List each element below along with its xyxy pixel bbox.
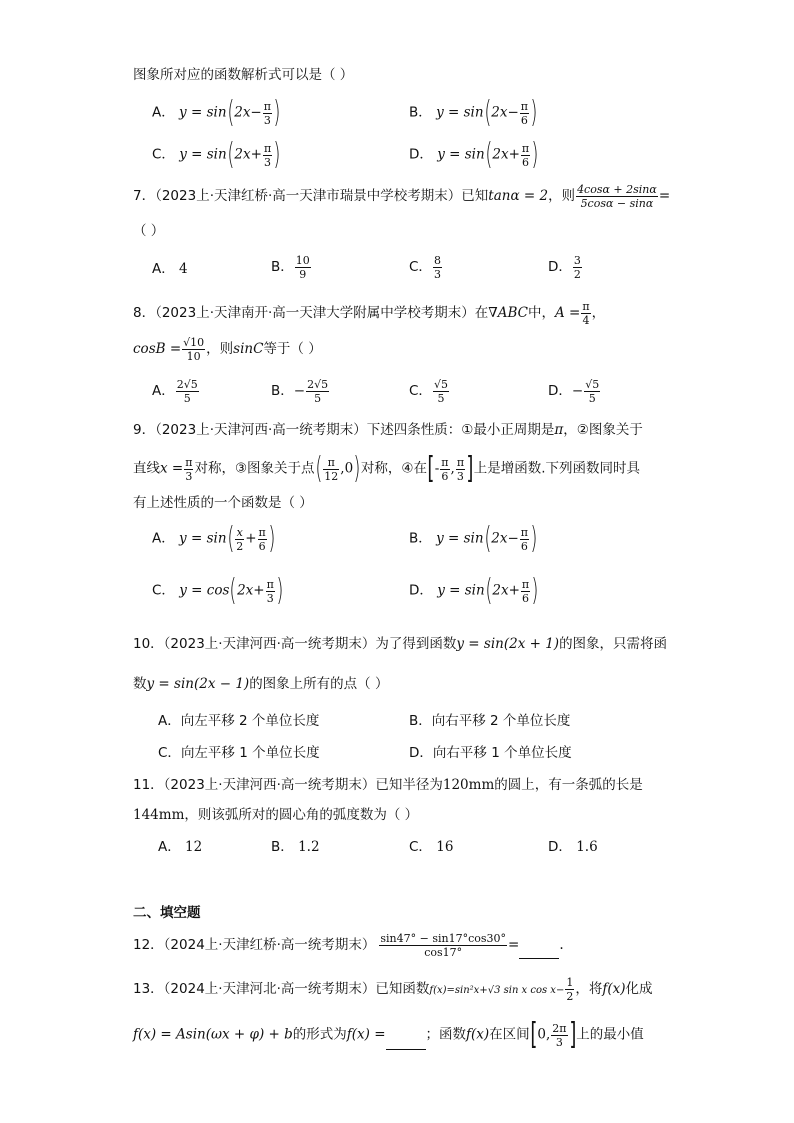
- q6-option-b[interactable]: B． y = sin(2x− $\frac{\pi}{6}$ ): [409, 95, 538, 130]
- q13-stem-line1: 13．（2024上·天津河北·高一统考期末）已知函数f(x)=sin²x+√3 sin x cos x− $\frac{1}{2}$ ，将f(x)化成: [133, 976, 653, 1003]
- q13-answer-blank-1[interactable]: [386, 1035, 426, 1050]
- q13-stem-line2: f(x) = Asin(ωx + φ) + b的形式为f(x) = ；函数f(x)在区间[0, $\frac{2\pi}{3}$ ]上的最小值: [133, 1017, 644, 1052]
- q10-stem-line1: 10．（2023上·天津河西·高一统考期末）为了得到函数y = sin(2x + 1)的图象，只需将函: [133, 636, 668, 652]
- q9-option-b[interactable]: B． y = sin(2x− $\frac{\pi}{6}$ ): [409, 521, 538, 556]
- q9-stem-line1: 9．（2023上·天津河西·高一统考期末）下述四条性质：①最小正周期是π，②图象关于: [133, 422, 643, 438]
- q10-option-d[interactable]: D．向右平移 1 个单位长度: [409, 745, 572, 761]
- q6-question-tail: 图象所对应的函数解析式可以是（ ）: [133, 67, 354, 83]
- q6-option-a[interactable]: A． y = sin(2x− $\frac{\pi}{3}$ ): [152, 95, 281, 130]
- q9-stem-line2: 直线x = $\frac{\pi}{3}$ 对称，③图象关于点( $\frac{\pi}{12}$ ,0)对称，④在[- $\frac{\pi}{6}$ , $\frac{\pi}{3}$ ]上是增函数.下列函数同时具: [133, 451, 641, 486]
- q11-option-a[interactable]: A． 12: [158, 839, 203, 855]
- q9-option-a[interactable]: A． y = sin( $\frac{x}{2}$ + $\frac{\pi}{6}$ ): [152, 521, 276, 556]
- q7-option-d[interactable]: D． $\frac{3}{2}$: [548, 254, 581, 281]
- q10-option-b[interactable]: B．向右平移 2 个单位长度: [409, 713, 571, 729]
- q10-stem-line2: 数y = sin(2x − 1)的图象上所有的点（ ）: [133, 676, 389, 692]
- q8-stem-line2: cosB = $\frac{√10}{10}$ ，则sinC等于（ ）: [133, 336, 322, 363]
- q6-option-d[interactable]: D． y = sin(2x+ $\frac{\pi}{6}$ ): [409, 137, 539, 172]
- q7-stem: 7．（2023上·天津红桥·高一天津市瑞景中学校考期末）已知tanα = 2，则 $\frac{4\cos\alpha + 2\sin\alpha}{5\cos\alpha - \sin\alpha}$ =: [133, 183, 671, 210]
- q9-stem-line3: 有上述性质的一个函数是（ ）: [133, 495, 313, 511]
- q6-option-c[interactable]: C． y = sin(2x+ $\frac{\pi}{3}$ ): [152, 137, 281, 172]
- q11-stem-line1: 11．（2023上·天津河西·高一统考期末）已知半径为120mm的圆上，有一条弧的长是: [133, 777, 643, 793]
- q9-option-d[interactable]: D． y = sin(2x+ $\frac{\pi}{6}$ ): [409, 573, 539, 608]
- q8-stem-line1: 8．（2023上·天津南开·高一天津大学附属中学校考期末）在∇ABC中，A = $\frac{\pi}{4}$ ，: [133, 300, 606, 327]
- q11-option-b[interactable]: B． 1.2: [271, 839, 320, 855]
- section-heading: 二、填空题: [133, 905, 201, 921]
- q7-option-c[interactable]: C． $\frac{8}{3}$: [409, 254, 441, 281]
- q10-option-c[interactable]: C．向左平移 1 个单位长度: [158, 745, 320, 761]
- q12-answer-blank[interactable]: [519, 944, 559, 959]
- q12-stem: 12．（2024上·天津红桥·高一统考期末） $\frac{\sin 47^\circ - \sin 17^\circ\cos 30^\circ}{\cos 17^\circ}$ = .: [133, 932, 564, 959]
- q7-option-a[interactable]: A． 4: [152, 261, 188, 277]
- q11-option-c[interactable]: C． 16: [409, 839, 454, 855]
- q7-answer-paren: （ ）: [133, 223, 165, 239]
- q11-stem-line2: 144mm，则该弧所对的圆心角的弧度数为（ ）: [133, 807, 419, 823]
- q8-option-d[interactable]: D．− $\frac{√5}{5}$: [548, 378, 600, 405]
- q8-option-a[interactable]: A． $\frac{2√5}{5}$: [152, 378, 198, 405]
- q8-option-c[interactable]: C． $\frac{√5}{5}$: [409, 378, 448, 405]
- q8-option-b[interactable]: B．− $\frac{2√5}{5}$: [271, 378, 329, 405]
- q7-option-b[interactable]: B． $\frac{10}{9}$: [271, 254, 310, 281]
- q9-option-c[interactable]: C． y = cos(2x+ $\frac{\pi}{3}$ ): [152, 573, 284, 608]
- q10-option-a[interactable]: A．向左平移 2 个单位长度: [158, 713, 320, 729]
- q11-option-d[interactable]: D． 1.6: [548, 839, 598, 855]
